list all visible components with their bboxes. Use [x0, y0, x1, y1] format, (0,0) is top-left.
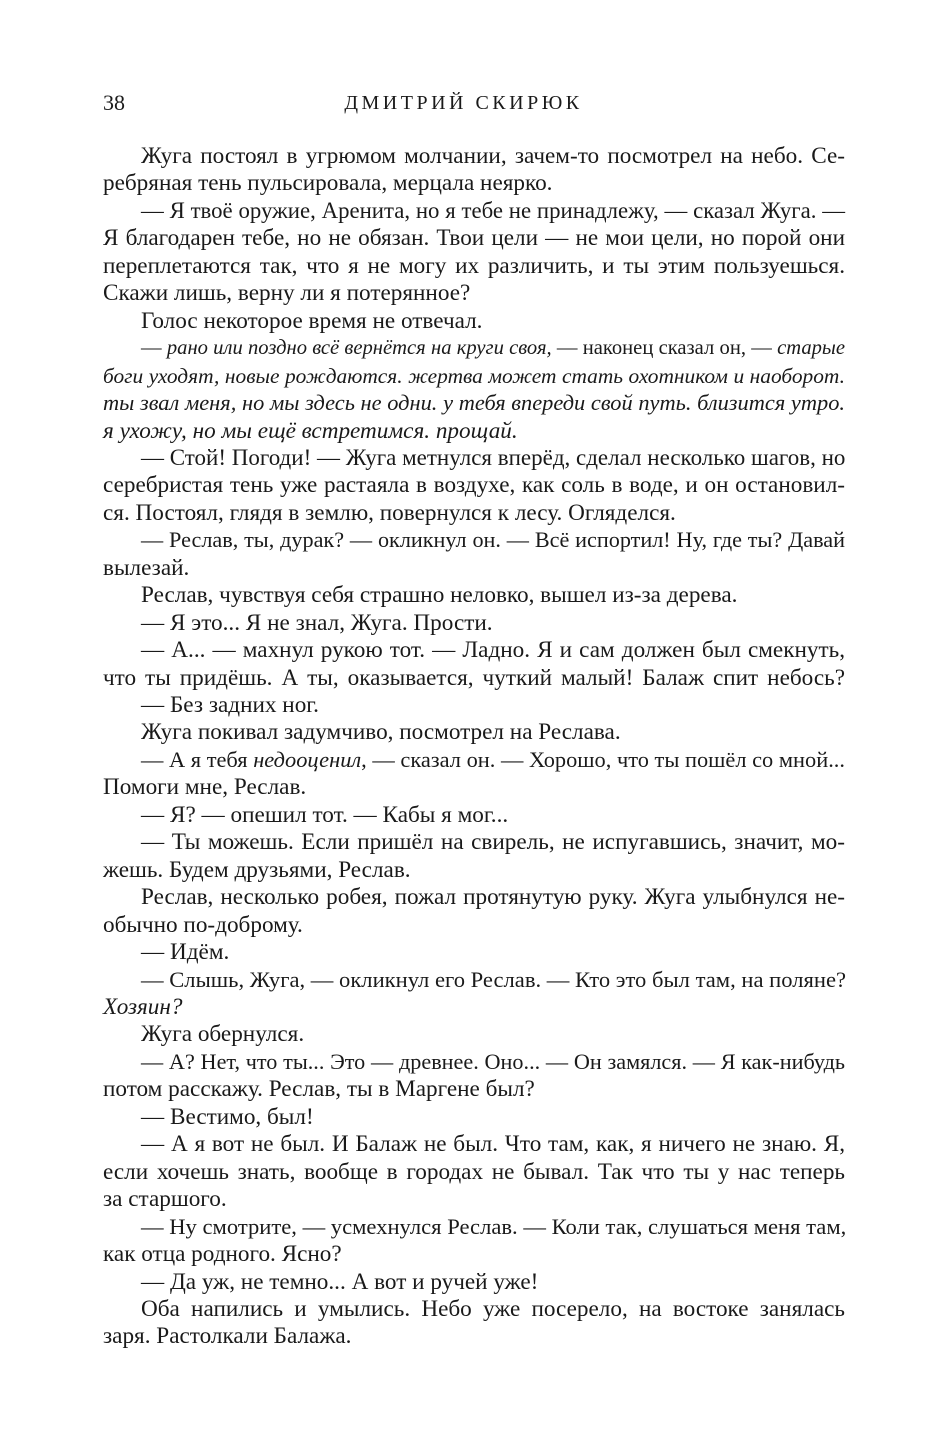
text-line: [141, 142, 845, 170]
text-line: [103, 279, 845, 307]
text-segment: — Ты можешь. Если пришёл на свирель, не испугавшись, значит, мо-: [141, 829, 845, 856]
text-line: [103, 224, 845, 252]
italic-text-segment: старые: [777, 337, 846, 360]
text-line: [103, 856, 845, 884]
text-line: [141, 828, 845, 856]
text-segment: за старшого.: [103, 1186, 227, 1213]
italic-text-segment: недооценил: [253, 746, 362, 772]
text-segment: — Слышь, Жуга, — окликнул его Реслав. — Кто это был там, на поляне?: [141, 966, 847, 992]
text-segment: — А я вот не был. И Балаж не был. Что там, как, я ничего не знаю. Я,: [141, 1131, 845, 1158]
text-line: [103, 664, 845, 692]
text-line: [141, 938, 845, 966]
text-line: [103, 252, 845, 280]
text-segment: Реслав, чувствуя себя страшно неловко, вышел из-за дерева.: [141, 582, 738, 609]
text-segment: — Реслав, ты, дурак? — окликнул он. — Всё испортил! Ну, где ты? Давай: [141, 527, 845, 553]
text-line: [103, 499, 845, 527]
text-line: [141, 746, 845, 774]
text-line: [103, 773, 845, 801]
text-line: [141, 1048, 845, 1076]
text-segment: ребряная тень пульсировала, мерцала неярко.: [103, 170, 553, 197]
text-segment: жешь. Будем друзьями, Реслав.: [103, 856, 411, 883]
text-line: [141, 718, 845, 746]
text-segment: Голос некоторое время не отвечал.: [141, 307, 483, 334]
text-segment: вылезай.: [103, 554, 190, 581]
text-line: [103, 1158, 845, 1186]
text-segment: — Стой! Погоди! — Жуга метнулся вперёд, сделал несколько шагов, но: [141, 444, 846, 470]
text-segment: — А я тебя: [141, 746, 254, 772]
text-segment: Жуга постоял в угрюмом молчании, зачем-то посмотрел на небо. Се-: [141, 143, 845, 169]
text-segment: обычно по-доброму.: [103, 911, 303, 938]
text-line: [141, 801, 845, 829]
text-segment: Жуга покивал задумчиво, посмотрел на Реслава.: [141, 719, 621, 746]
italic-text-segment: ты звал меня, но мы здесь не одни. у тебя впереди свой путь. близится утро.: [103, 390, 845, 415]
text-line: [103, 1240, 845, 1268]
text-line: [141, 1103, 845, 1131]
text-line: [141, 1020, 845, 1048]
text-line: [141, 691, 845, 719]
text-line: [141, 526, 845, 554]
text-segment: — А? Нет, что ты... Это — древнее. Оно... — Он замялся. — Я как-нибудь: [141, 1048, 845, 1074]
italic-text-segment: Хозяин?: [103, 993, 183, 1020]
text-line: [103, 471, 845, 499]
text-line: [141, 334, 845, 362]
text-segment: Реслав, несколько робея, пожал протянутую руку. Жуга улыбнулся не-: [141, 884, 845, 911]
text-line: [103, 993, 845, 1021]
italic-text-segment: я ухожу, но мы ещё встретимся. прощай.: [103, 417, 518, 444]
text-line: [103, 1185, 845, 1213]
text-segment: — А... — махнул рукою тот. — Ладно. Я и сам должен был смекнуть,: [141, 637, 845, 664]
text-line: [141, 966, 845, 994]
text-segment: — Идём.: [141, 939, 230, 965]
text-line: [103, 1075, 845, 1103]
text-segment: ся. Постоял, глядя в землю, повернулся к лесу. Огляделся.: [103, 499, 676, 526]
text-segment: — Без задних ног.: [141, 692, 319, 718]
text-segment: заря. Растолкали Балажа.: [103, 1323, 352, 1350]
text-line: [103, 1322, 845, 1350]
page-number: 38: [103, 90, 125, 115]
text-line: [141, 1268, 845, 1296]
text-segment: потом расскажу. Реслав, ты в Маргене был?: [103, 1076, 535, 1103]
text-line: [141, 1213, 845, 1241]
text-line: [141, 636, 845, 664]
text-segment: что ты придёшь. А ты, оказывается, чуткий малый! Балаж спит небось?: [103, 664, 845, 691]
text-segment: как отца родного. Ясно?: [103, 1241, 342, 1267]
text-segment: Я благодарен тебе, но не обязан. Твои цели — не мои цели, но порой они: [103, 225, 845, 252]
text-line: [141, 1295, 845, 1323]
italic-text-segment: боги уходят, новые рождаются. жертва может стать охотником и наоборот.: [103, 363, 845, 388]
text-segment: серебристая тень уже растаяла в воздухе, как соль в воде, и он остановил-: [103, 472, 845, 499]
text-line: [103, 362, 845, 390]
text-line: [141, 1130, 845, 1158]
text-line: [141, 883, 845, 911]
text-line: [103, 389, 845, 417]
text-segment: — Ну смотрите, — усмехнулся Реслав. — Коли так, слушаться меня там,: [141, 1213, 847, 1239]
text-segment: — Я твоё оружие, Аренита, но я тебе не принадлежу, — сказал Жуга. —: [141, 197, 845, 223]
text-segment: — Я это... Я не знал, Жуга. Прости.: [141, 609, 493, 636]
text-segment: Оба напились и умылись. Небо уже посерело, на востоке занялась: [141, 1295, 845, 1322]
text-line: [141, 444, 845, 472]
text-line: [103, 911, 845, 939]
text-segment: — Вестимо, был!: [141, 1103, 314, 1130]
text-segment: если хочешь знать, вообще в городах не бывал. Так что ты у нас теперь: [103, 1158, 845, 1185]
text-line: [141, 581, 845, 609]
text-line: [141, 609, 845, 637]
text-segment: Помоги мне, Реслав.: [103, 774, 307, 801]
text-line: [141, 307, 845, 335]
text-segment: Скажи лишь, верну ли я потерянное?: [103, 280, 471, 307]
text-line: [103, 554, 845, 582]
text-line: [103, 169, 845, 197]
text-segment: — Да уж, не темно... А вот и ручей уже!: [141, 1268, 539, 1295]
text-line: [103, 417, 845, 445]
text-line: [141, 197, 845, 225]
text-segment: Жуга обернулся.: [141, 1021, 305, 1048]
text-segment: переплетаются так, что я не могу их различить, и ты этим пользуешься.: [103, 252, 845, 279]
text-segment: —: [141, 337, 167, 360]
text-segment: — наконец сказал он, —: [551, 337, 778, 360]
italic-text-segment: рано или поздно всё вернётся на круги своя,: [166, 337, 552, 360]
text-segment: — Я? — опешил тот. — Кабы я мог...: [141, 801, 509, 828]
running-head: ДМИТРИЙ СКИРЮК: [344, 92, 583, 114]
text-segment: , — сказал он. — Хорошо, что ты пошёл со мной...: [361, 746, 845, 772]
